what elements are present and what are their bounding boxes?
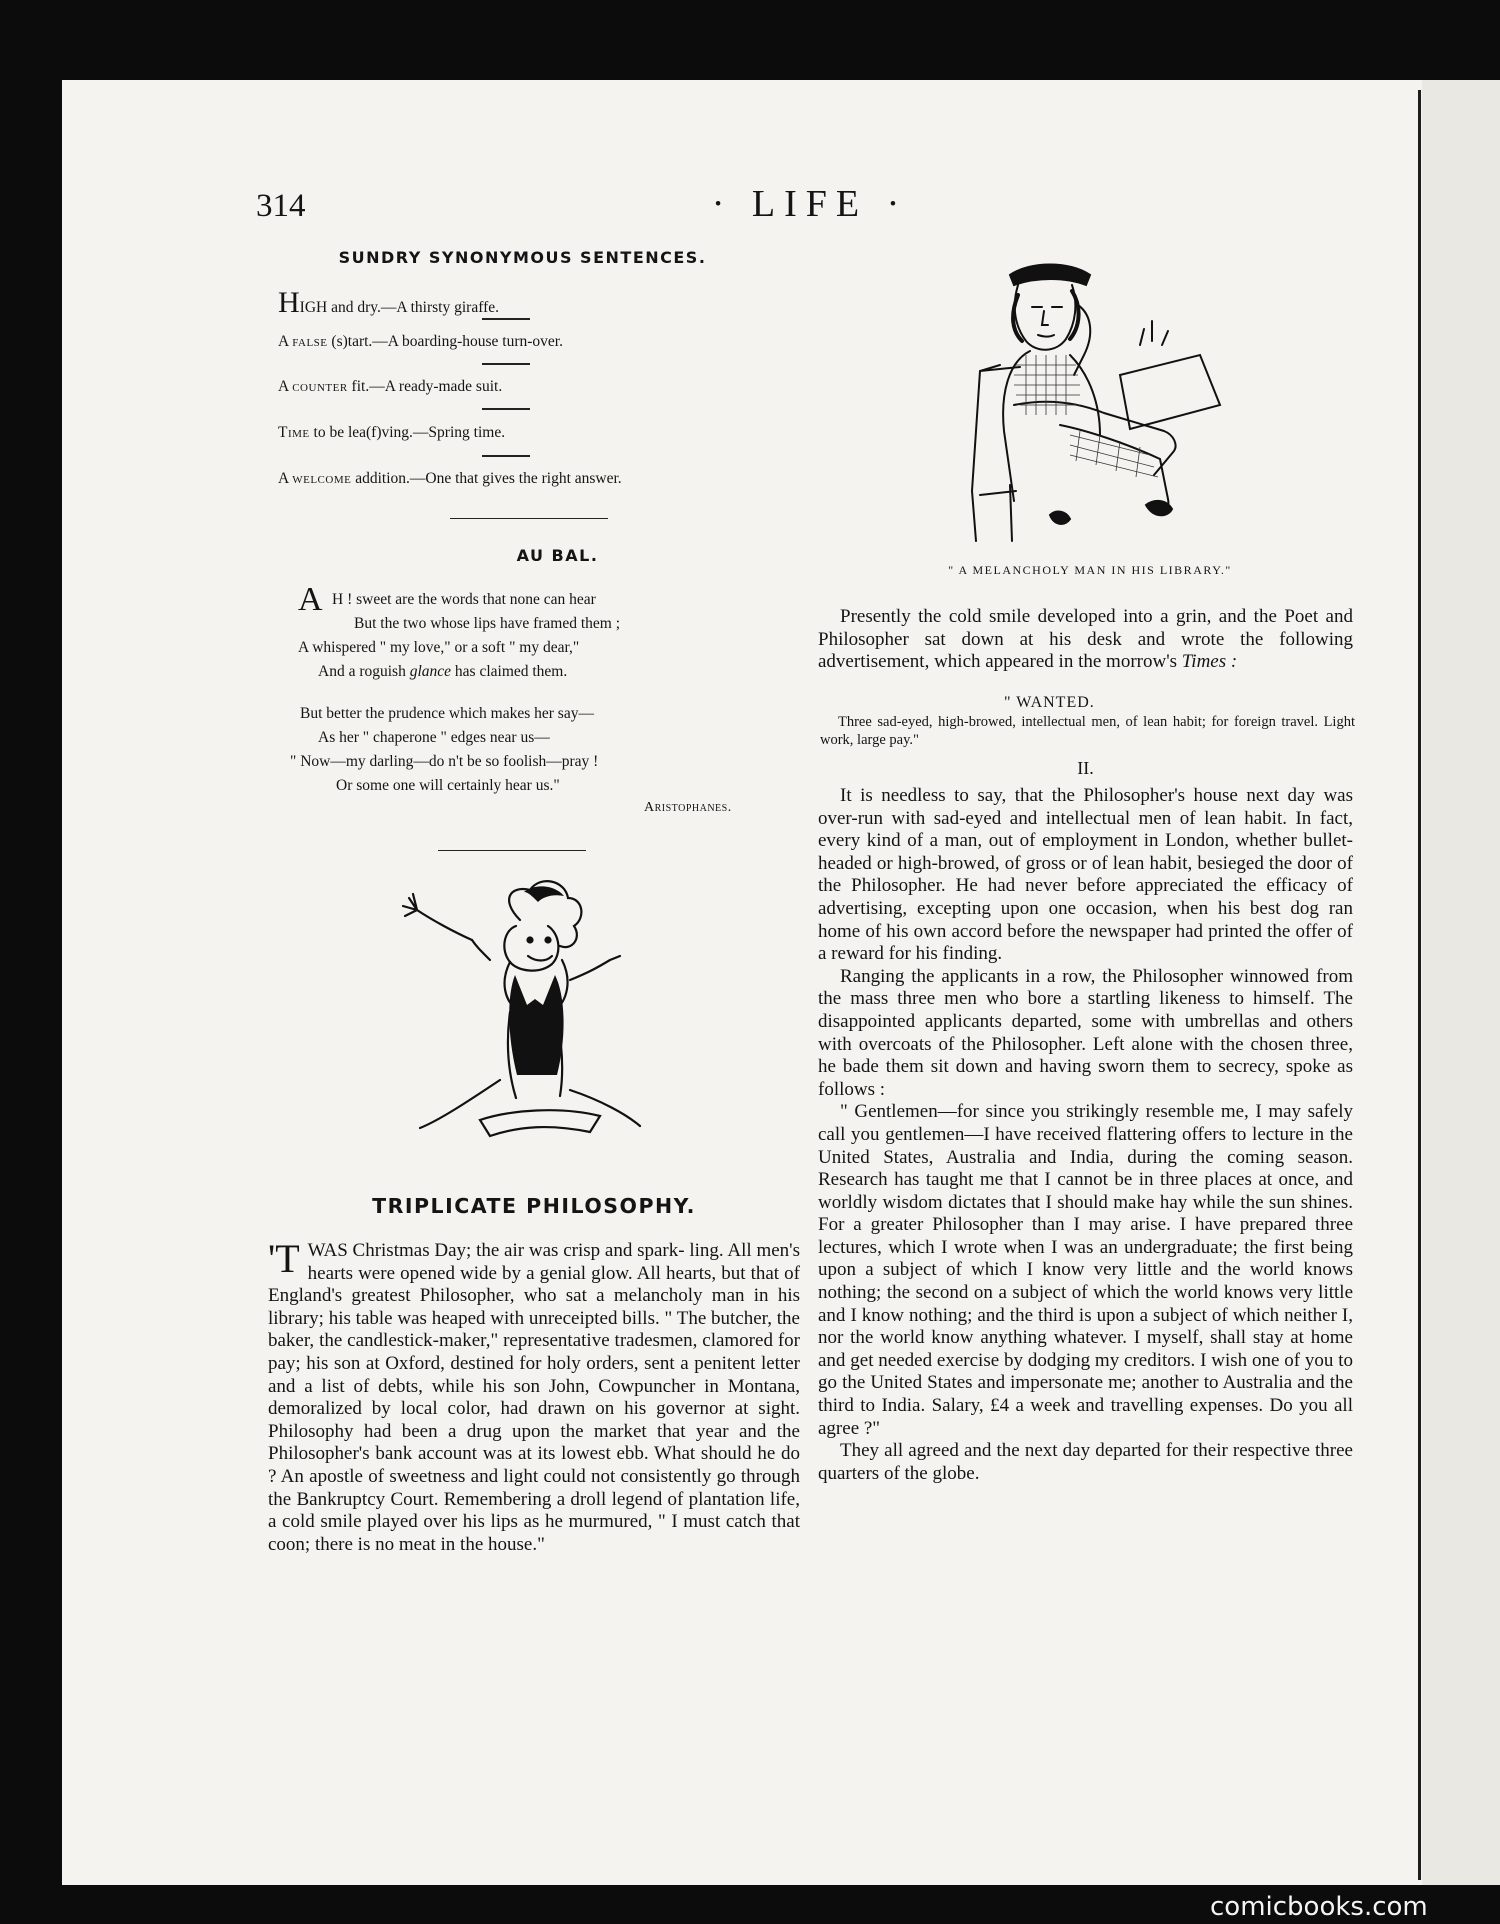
- au-bal-stanza-1: A H ! sweet are the words that none can hear But the two whose lips have framed them ; A whispered " my love," or a soft " my dear," And a roguish glance has claimed them.: [298, 588, 620, 684]
- right-column-body: [818, 606, 1353, 674]
- section-divider: [450, 518, 608, 519]
- sundry-title: SUNDRY SYNONYMOUS SENTENCES.: [338, 248, 707, 267]
- facing-page-edge: [1422, 80, 1500, 1885]
- sundry-line-2: A false (s)tart.—A boarding-house turn-over.: [278, 333, 563, 350]
- sundry-line-1: HIGH and dry.—A thirsty giraffe.: [278, 286, 499, 319]
- triplicate-body: [268, 1236, 800, 1556]
- paragraph: They all agreed and the next day departed for their respective three quarters of the globe.: [818, 1440, 1353, 1484]
- page-gutter: [1418, 90, 1421, 1880]
- watermark: comicbooks.com: [1210, 1892, 1428, 1922]
- short-rule: [482, 318, 530, 320]
- poem-author: Aristophanes.: [644, 800, 732, 815]
- page-number: 314: [256, 188, 306, 224]
- dropcap: H: [278, 286, 300, 319]
- paragraph: Presently the cold smile developed into a grin, and the Poet and Philosopher sat down at his desk and wrote the following advertisement, which appeared in the morrow's Times :: [818, 606, 1353, 673]
- short-rule: [482, 363, 530, 365]
- au-bal-title: AU BAL.: [516, 546, 599, 565]
- triplicate-title: TRIPLICATE PHILOSOPHY.: [372, 1194, 696, 1218]
- dropcap: 'T: [268, 1236, 300, 1281]
- section-divider: [438, 850, 586, 851]
- cartoon-melancholy-man: [940, 255, 1230, 555]
- paragraph: It is needless to say, that the Philosopher's house next day was over-run with sad-eyed and intellectual men of lean habit. In fact, every kind of a man, out of employment in London, whether bullet-headed or high-browed, of gross or of lean habit, besieged the door of the Philosopher. He had never before appreciated the efficacy of advertising, excepting upon one occasion, when his best dog ran home of his own accord before the newspaper had printed the offer of a reward for his finding.: [818, 785, 1353, 965]
- masthead-title: · LIFE ·: [711, 183, 909, 225]
- paragraph: " Gentlemen—for since you strikingly resemble me, I may safely call you gentlemen—I have received flattering offers to lecture in the United States, Australia and India, during the coming season. Research has taught me that I cannot be in three places at once, and worldly wisdom dictates that I should make hay while the sun shines. For a greater Philosopher than I may arise. I have prepared three lectures, which I wrote when I was an undergraduate; the first being upon a subject of which I know very little and the world knows nothing; the second on a subject of which the world knows very little and I know nothing; and the third is upon a subject of which neither I, nor the world know anything whatever. I myself, shall stay at home and get needed exercise by dodging my creditors. I wish one of you to go the United States and impersonate me; another to Australia and the third to India. Salary, £4 a week and travelling expenses. Do you all agree ?": [818, 1101, 1353, 1439]
- poem-line: And a roguish glance has claimed them.: [318, 663, 568, 680]
- sundry-line-4: Time to be lea(f)ving.—Spring time.: [278, 424, 506, 441]
- paragraph: 'TWAS Christmas Day; the air was crisp and spark- ling. All men's hearts were opened wide by a genial glow. All hearts, but that of England's greatest Philosopher, who sat a melancholy man in his library; his table was heaped with unreceipted bills. " The butcher, the baker, the candlestick-maker," representative tradesmen, clamored for pay; his son at Oxford, destined for holy orders, sent a penitent letter and a list of debts, while his son John, Cowpuncher in Montana, demoralized by local color, had drawn on his governor at sight. Philosophy had been a drug upon the market that year and the Philosopher's bank account was at its lowest ebb. What should he do ? An apostle of sweetness and light could not consistently go through the Bankruptcy Court. Remembering a droll legend of plantation life, a cold smile played over his lips as he murmured, " I must catch that coon; there is no meat in the house.": [268, 1236, 800, 1555]
- paragraph: Ranging the applicants in a row, the Philosopher winnowed from the mass three men who bore a startling likeness to himself. The disappointed applicants departed, some with umbrellas and others with overcoats of the Philosopher. Left alone with the chosen three, he bade them sit down and having sworn them to secrecy, spoke as follows :: [818, 965, 1353, 1100]
- cartoon-waving-man: [380, 880, 670, 1140]
- ad-text: Three sad-eyed, high-browed, intellectual men, of lean habit; for foreign travel. Light work, large pay.": [820, 714, 1355, 748]
- au-bal-stanza-2: But better the prudence which makes her say— As her " chaperone " edges near us— " Now—my darling—do n't be so foolish—pray ! Or some one will certainly hear us.": [290, 705, 599, 794]
- sundry-line-3: A counter fit.—A ready-made suit.: [278, 378, 503, 395]
- ad-wanted: " WANTED.: [1004, 694, 1095, 711]
- short-rule: [482, 455, 530, 457]
- section-heading-ii: II.: [1077, 758, 1094, 778]
- sundry-line-5: A welcome addition.—One that gives the right answer.: [278, 470, 622, 487]
- short-rule: [482, 408, 530, 410]
- right-column-body-2: [818, 785, 1353, 1485]
- illustration-caption: " A MELANCHOLY MAN IN HIS LIBRARY.": [948, 563, 1232, 577]
- dropcap: A: [298, 581, 323, 618]
